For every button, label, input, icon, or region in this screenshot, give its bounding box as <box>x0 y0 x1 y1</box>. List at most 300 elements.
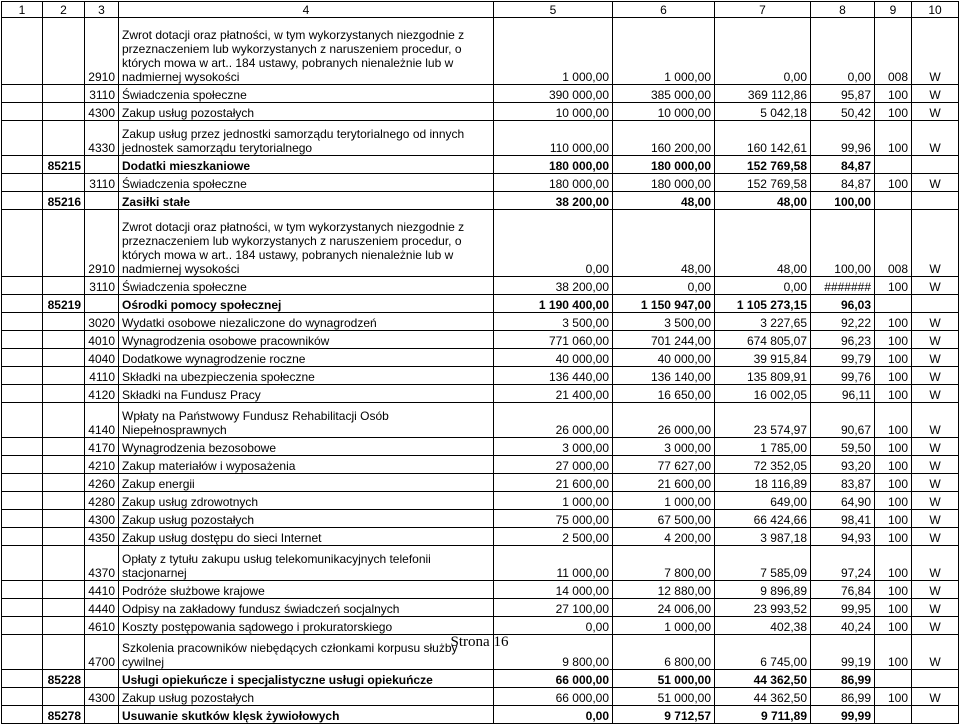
cell-tresc: Usługi opiekuńcze i specjalistyczne usługi opiekuńcze <box>119 670 494 688</box>
cell-empty <box>2 688 43 706</box>
column-header: 2 <box>43 2 85 18</box>
cell-typ: W <box>912 492 959 510</box>
cell-paragraf: 4040 <box>85 349 119 367</box>
cell-typ: W <box>912 367 959 385</box>
cell-wykonanie: 3 227,65 <box>715 313 811 331</box>
cell-kod <box>875 670 912 688</box>
table-row <box>2 277 959 295</box>
cell-kod: 100 <box>875 85 912 103</box>
table-row <box>2 706 959 724</box>
column-header: 5 <box>494 2 613 18</box>
cell-typ: W <box>912 581 959 599</box>
cell-typ: W <box>912 510 959 528</box>
cell-plan-po-zmianach: 4 200,00 <box>613 528 715 546</box>
cell-procent: 94,93 <box>811 528 875 546</box>
cell-wykonanie: 1 785,00 <box>715 438 811 456</box>
cell-rozdzial <box>43 103 85 121</box>
cell-paragraf: 3110 <box>85 85 119 103</box>
cell-kod: 100 <box>875 456 912 474</box>
cell-plan-po-zmianach: 1 150 947,00 <box>613 295 715 313</box>
cell-rozdzial <box>43 385 85 403</box>
column-header: 10 <box>912 2 959 18</box>
cell-plan-po-zmianach: 48,00 <box>613 192 715 210</box>
cell-tresc: Świadczenia społeczne <box>119 85 494 103</box>
cell-plan: 27 100,00 <box>494 599 613 617</box>
cell-typ: W <box>912 546 959 581</box>
cell-plan-po-zmianach: 9 712,57 <box>613 706 715 724</box>
cell-tresc: Zwrot dotacji oraz płatności, w tym wykorzystanych niezgodnie z przeznaczeniem lub wykorzystanych z naruszeniem procedur, o których mowa w art.. 184 ustawy, pobranych nienależnie lub w nadmiernej wysokości <box>119 18 494 85</box>
cell-tresc: Składki na Fundusz Pracy <box>119 385 494 403</box>
table-row <box>2 121 959 156</box>
cell-tresc: Dodatki mieszkaniowe <box>119 156 494 174</box>
cell-procent: 50,42 <box>811 103 875 121</box>
cell-rozdzial: 85278 <box>43 706 85 724</box>
page-number: Strona 16 <box>450 634 509 650</box>
cell-empty <box>2 581 43 599</box>
cell-kod: 100 <box>875 599 912 617</box>
cell-empty <box>2 18 43 85</box>
cell-wykonanie: 7 585,09 <box>715 546 811 581</box>
cell-kod: 100 <box>875 492 912 510</box>
cell-procent: 96,11 <box>811 385 875 403</box>
cell-rozdzial <box>43 617 85 635</box>
cell-wykonanie: 402,38 <box>715 617 811 635</box>
cell-paragraf: 4300 <box>85 103 119 121</box>
cell-wykonanie: 135 809,91 <box>715 367 811 385</box>
cell-plan: 75 000,00 <box>494 510 613 528</box>
cell-paragraf: 4350 <box>85 528 119 546</box>
cell-procent: 76,84 <box>811 581 875 599</box>
cell-plan: 1 000,00 <box>494 492 613 510</box>
cell-paragraf: 4260 <box>85 474 119 492</box>
cell-typ: W <box>912 85 959 103</box>
cell-tresc: Zakup usług dostępu do sieci Internet <box>119 528 494 546</box>
cell-paragraf: 4610 <box>85 617 119 635</box>
cell-kod: 100 <box>875 313 912 331</box>
table-row <box>2 438 959 456</box>
cell-kod: 100 <box>875 617 912 635</box>
cell-rozdzial: 85219 <box>43 295 85 313</box>
cell-typ: W <box>912 528 959 546</box>
cell-rozdzial <box>43 492 85 510</box>
cell-empty <box>2 438 43 456</box>
cell-wykonanie: 5 042,18 <box>715 103 811 121</box>
cell-empty <box>2 331 43 349</box>
cell-paragraf: 4370 <box>85 546 119 581</box>
cell-paragraf: 2910 <box>85 210 119 277</box>
cell-empty <box>2 670 43 688</box>
table-row <box>2 367 959 385</box>
cell-typ: W <box>912 438 959 456</box>
cell-plan-po-zmianach: 180 000,00 <box>613 174 715 192</box>
cell-paragraf <box>85 670 119 688</box>
column-header: 3 <box>85 2 119 18</box>
cell-paragraf: 4440 <box>85 599 119 617</box>
cell-tresc: Wydatki osobowe niezaliczone do wynagrodzeń <box>119 313 494 331</box>
cell-empty <box>2 456 43 474</box>
cell-empty <box>2 546 43 581</box>
cell-procent: 96,23 <box>811 331 875 349</box>
cell-typ <box>912 706 959 724</box>
cell-paragraf: 4280 <box>85 492 119 510</box>
table-row <box>2 85 959 103</box>
cell-procent: 93,20 <box>811 456 875 474</box>
cell-tresc: Odpisy na zakładowy fundusz świadczeń socjalnych <box>119 599 494 617</box>
cell-plan: 110 000,00 <box>494 121 613 156</box>
table-row <box>2 385 959 403</box>
cell-plan: 66 000,00 <box>494 670 613 688</box>
cell-procent: 92,22 <box>811 313 875 331</box>
cell-paragraf <box>85 295 119 313</box>
cell-tresc: Wynagrodzenia osobowe pracowników <box>119 331 494 349</box>
cell-paragraf: 4210 <box>85 456 119 474</box>
cell-rozdzial <box>43 331 85 349</box>
column-header: 4 <box>119 2 494 18</box>
cell-empty <box>2 295 43 313</box>
cell-plan: 136 440,00 <box>494 367 613 385</box>
cell-plan: 21 600,00 <box>494 474 613 492</box>
cell-kod: 100 <box>875 121 912 156</box>
cell-rozdzial <box>43 688 85 706</box>
cell-procent: 59,50 <box>811 438 875 456</box>
cell-wykonanie: 18 116,89 <box>715 474 811 492</box>
column-header: 9 <box>875 2 912 18</box>
cell-wykonanie: 9 711,89 <box>715 706 811 724</box>
cell-tresc: Szkolenia pracowników niebędących członkami korpusu służby cywilnej <box>119 635 494 670</box>
cell-tresc: Dodatkowe wynagrodzenie roczne <box>119 349 494 367</box>
cell-typ <box>912 192 959 210</box>
cell-typ: W <box>912 474 959 492</box>
cell-paragraf: 4300 <box>85 688 119 706</box>
cell-plan: 2 500,00 <box>494 528 613 546</box>
table-row <box>2 174 959 192</box>
cell-procent: 64,90 <box>811 492 875 510</box>
cell-rozdzial <box>43 403 85 438</box>
cell-typ: W <box>912 103 959 121</box>
cell-procent: 100,00 <box>811 210 875 277</box>
cell-plan-po-zmianach: 21 600,00 <box>613 474 715 492</box>
cell-paragraf <box>85 706 119 724</box>
cell-procent: 95,87 <box>811 85 875 103</box>
cell-paragraf: 4170 <box>85 438 119 456</box>
cell-empty <box>2 706 43 724</box>
cell-paragraf: 3110 <box>85 174 119 192</box>
cell-wykonanie: 9 896,89 <box>715 581 811 599</box>
cell-paragraf: 4330 <box>85 121 119 156</box>
cell-empty <box>2 210 43 277</box>
column-header: 6 <box>613 2 715 18</box>
cell-kod: 100 <box>875 277 912 295</box>
cell-kod: 100 <box>875 331 912 349</box>
cell-plan-po-zmianach: 10 000,00 <box>613 103 715 121</box>
cell-plan: 0,00 <box>494 706 613 724</box>
cell-empty <box>2 474 43 492</box>
cell-procent: 84,87 <box>811 174 875 192</box>
cell-plan: 390 000,00 <box>494 85 613 103</box>
cell-tresc: Opłaty z tytułu zakupu usług telekomunikacyjnych telefonii stacjonarnej <box>119 546 494 581</box>
cell-wykonanie: 23 574,97 <box>715 403 811 438</box>
cell-rozdzial <box>43 438 85 456</box>
cell-typ: W <box>912 121 959 156</box>
cell-kod: 100 <box>875 635 912 670</box>
column-header: 8 <box>811 2 875 18</box>
cell-tresc: Zakup usług zdrowotnych <box>119 492 494 510</box>
cell-plan-po-zmianach: 3 000,00 <box>613 438 715 456</box>
cell-paragraf: 2910 <box>85 18 119 85</box>
cell-wykonanie: 1 105 273,15 <box>715 295 811 313</box>
cell-plan-po-zmianach: 160 200,00 <box>613 121 715 156</box>
table-row <box>2 313 959 331</box>
cell-paragraf: 4120 <box>85 385 119 403</box>
cell-paragraf: 3110 <box>85 277 119 295</box>
cell-typ: W <box>912 277 959 295</box>
table-row <box>2 528 959 546</box>
cell-kod: 100 <box>875 174 912 192</box>
cell-empty <box>2 313 43 331</box>
cell-empty <box>2 385 43 403</box>
cell-kod: 100 <box>875 349 912 367</box>
cell-plan-po-zmianach: 40 000,00 <box>613 349 715 367</box>
cell-wykonanie: 23 993,52 <box>715 599 811 617</box>
cell-plan-po-zmianach: 1 000,00 <box>613 18 715 85</box>
cell-typ: W <box>912 210 959 277</box>
table-row <box>2 295 959 313</box>
cell-plan: 26 000,00 <box>494 403 613 438</box>
cell-tresc: Zakup usług pozostałych <box>119 510 494 528</box>
cell-typ: W <box>912 18 959 85</box>
cell-procent: 100,00 <box>811 192 875 210</box>
cell-rozdzial <box>43 599 85 617</box>
cell-typ <box>912 295 959 313</box>
cell-kod: 100 <box>875 510 912 528</box>
cell-plan: 3 500,00 <box>494 313 613 331</box>
cell-wykonanie: 152 769,58 <box>715 174 811 192</box>
cell-procent: 86,99 <box>811 688 875 706</box>
column-header: 7 <box>715 2 811 18</box>
cell-typ: W <box>912 385 959 403</box>
cell-plan-po-zmianach: 51 000,00 <box>613 688 715 706</box>
cell-tresc: Koszty postępowania sądowego i prokuratorskiego <box>119 617 494 635</box>
cell-empty <box>2 121 43 156</box>
cell-tresc: Składki na ubezpieczenia społeczne <box>119 367 494 385</box>
cell-plan: 66 000,00 <box>494 688 613 706</box>
cell-typ: W <box>912 313 959 331</box>
cell-plan: 14 000,00 <box>494 581 613 599</box>
cell-kod: 100 <box>875 546 912 581</box>
cell-tresc: Zakup usług pozostałych <box>119 103 494 121</box>
cell-plan-po-zmianach: 77 627,00 <box>613 456 715 474</box>
table-row <box>2 18 959 85</box>
cell-rozdzial <box>43 85 85 103</box>
cell-typ: W <box>912 617 959 635</box>
cell-empty <box>2 492 43 510</box>
cell-empty <box>2 156 43 174</box>
cell-typ: W <box>912 174 959 192</box>
cell-kod <box>875 192 912 210</box>
cell-plan: 1 190 400,00 <box>494 295 613 313</box>
cell-wykonanie: 44 362,50 <box>715 688 811 706</box>
cell-plan-po-zmianach: 24 006,00 <box>613 599 715 617</box>
cell-wykonanie: 48,00 <box>715 192 811 210</box>
cell-rozdzial <box>43 474 85 492</box>
cell-wykonanie: 160 142,61 <box>715 121 811 156</box>
cell-kod <box>875 706 912 724</box>
cell-plan: 3 000,00 <box>494 438 613 456</box>
cell-kod: 100 <box>875 403 912 438</box>
cell-tresc: Świadczenia społeczne <box>119 277 494 295</box>
cell-plan-po-zmianach: 385 000,00 <box>613 85 715 103</box>
cell-empty <box>2 528 43 546</box>
cell-plan-po-zmianach: 7 800,00 <box>613 546 715 581</box>
cell-typ <box>912 156 959 174</box>
table-row <box>2 210 959 277</box>
cell-plan-po-zmianach: 6 800,00 <box>613 635 715 670</box>
cell-kod: 100 <box>875 385 912 403</box>
cell-kod: 100 <box>875 367 912 385</box>
cell-plan-po-zmianach: 12 880,00 <box>613 581 715 599</box>
cell-rozdzial <box>43 528 85 546</box>
table-row <box>2 103 959 121</box>
cell-wykonanie: 3 987,18 <box>715 528 811 546</box>
cell-empty <box>2 277 43 295</box>
table-row <box>2 688 959 706</box>
cell-rozdzial <box>43 456 85 474</box>
cell-wykonanie: 16 002,05 <box>715 385 811 403</box>
cell-plan-po-zmianach: 26 000,00 <box>613 403 715 438</box>
cell-procent: 99,76 <box>811 367 875 385</box>
cell-rozdzial <box>43 174 85 192</box>
cell-rozdzial: 85215 <box>43 156 85 174</box>
cell-plan: 771 060,00 <box>494 331 613 349</box>
cell-procent: 83,87 <box>811 474 875 492</box>
cell-procent: 97,24 <box>811 546 875 581</box>
cell-paragraf: 4300 <box>85 510 119 528</box>
cell-wykonanie: 44 362,50 <box>715 670 811 688</box>
cell-kod: 100 <box>875 581 912 599</box>
cell-empty <box>2 599 43 617</box>
cell-paragraf <box>85 156 119 174</box>
cell-plan-po-zmianach: 51 000,00 <box>613 670 715 688</box>
table-row <box>2 331 959 349</box>
table-row <box>2 349 959 367</box>
cell-plan-po-zmianach: 0,00 <box>613 277 715 295</box>
cell-rozdzial <box>43 18 85 85</box>
cell-plan-po-zmianach: 67 500,00 <box>613 510 715 528</box>
cell-plan: 10 000,00 <box>494 103 613 121</box>
cell-paragraf: 4700 <box>85 635 119 670</box>
cell-wykonanie: 152 769,58 <box>715 156 811 174</box>
table-row <box>2 156 959 174</box>
table-row <box>2 510 959 528</box>
cell-empty <box>2 349 43 367</box>
cell-tresc: Podróże służbowe krajowe <box>119 581 494 599</box>
cell-tresc: Zasiłki stałe <box>119 192 494 210</box>
cell-rozdzial <box>43 510 85 528</box>
cell-typ: W <box>912 456 959 474</box>
cell-kod <box>875 295 912 313</box>
cell-tresc: Usuwanie skutków klęsk żywiołowych <box>119 706 494 724</box>
cell-plan-po-zmianach: 1 000,00 <box>613 617 715 635</box>
cell-typ: W <box>912 635 959 670</box>
cell-plan: 180 000,00 <box>494 156 613 174</box>
cell-plan: 38 200,00 <box>494 192 613 210</box>
cell-plan-po-zmianach: 701 244,00 <box>613 331 715 349</box>
cell-plan-po-zmianach: 136 140,00 <box>613 367 715 385</box>
cell-plan: 0,00 <box>494 617 613 635</box>
table-row <box>2 456 959 474</box>
cell-plan: 1 000,00 <box>494 18 613 85</box>
cell-rozdzial <box>43 581 85 599</box>
cell-wykonanie: 39 915,84 <box>715 349 811 367</box>
cell-rozdzial <box>43 313 85 331</box>
cell-plan-po-zmianach: 48,00 <box>613 210 715 277</box>
cell-kod <box>875 156 912 174</box>
cell-paragraf: 4010 <box>85 331 119 349</box>
cell-rozdzial <box>43 546 85 581</box>
cell-typ: W <box>912 599 959 617</box>
table-row <box>2 192 959 210</box>
cell-rozdzial <box>43 367 85 385</box>
cell-kod: 100 <box>875 528 912 546</box>
cell-empty <box>2 85 43 103</box>
cell-tresc: Wynagrodzenia bezosobowe <box>119 438 494 456</box>
cell-wykonanie: 649,00 <box>715 492 811 510</box>
cell-paragraf: 3020 <box>85 313 119 331</box>
cell-plan: 180 000,00 <box>494 174 613 192</box>
cell-plan: 0,00 <box>494 210 613 277</box>
cell-rozdzial <box>43 121 85 156</box>
table-row <box>2 546 959 581</box>
cell-wykonanie: 72 352,05 <box>715 456 811 474</box>
cell-tresc: Zakup usług pozostałych <box>119 688 494 706</box>
cell-plan: 40 000,00 <box>494 349 613 367</box>
cell-plan-po-zmianach: 3 500,00 <box>613 313 715 331</box>
cell-wykonanie: 369 112,86 <box>715 85 811 103</box>
table-row <box>2 581 959 599</box>
cell-plan: 21 400,00 <box>494 385 613 403</box>
cell-procent: 99,95 <box>811 599 875 617</box>
cell-procent: 40,24 <box>811 617 875 635</box>
cell-typ: W <box>912 688 959 706</box>
cell-procent: 98,41 <box>811 510 875 528</box>
header-row <box>2 2 959 18</box>
cell-paragraf: 4140 <box>85 403 119 438</box>
cell-procent: 96,03 <box>811 295 875 313</box>
cell-procent: 99,99 <box>811 706 875 724</box>
cell-paragraf: 4410 <box>85 581 119 599</box>
table-row <box>2 474 959 492</box>
cell-procent: 86,99 <box>811 670 875 688</box>
cell-empty <box>2 103 43 121</box>
cell-typ: W <box>912 331 959 349</box>
cell-typ: W <box>912 403 959 438</box>
cell-rozdzial: 85228 <box>43 670 85 688</box>
cell-wykonanie: 674 805,07 <box>715 331 811 349</box>
cell-wykonanie: 0,00 <box>715 277 811 295</box>
cell-empty <box>2 510 43 528</box>
cell-tresc: Wpłaty na Państwowy Fundusz Rehabilitacji Osób Niepełnosprawnych <box>119 403 494 438</box>
cell-kod: 008 <box>875 210 912 277</box>
cell-empty <box>2 403 43 438</box>
cell-kod: 008 <box>875 18 912 85</box>
table-row <box>2 670 959 688</box>
cell-wykonanie: 0,00 <box>715 18 811 85</box>
cell-procent: 90,67 <box>811 403 875 438</box>
cell-tresc: Ośrodki pomocy społecznej <box>119 295 494 313</box>
cell-tresc: Zakup usług przez jednostki samorządu terytorialnego od innych jednostek samorządu terytorialnego <box>119 121 494 156</box>
cell-tresc: Zwrot dotacji oraz płatności, w tym wykorzystanych niezgodnie z przeznaczeniem lub wykorzystanych z naruszeniem procedur, o których mowa w art.. 184 ustawy, pobranych nienależnie lub w nadmiernej wysokości <box>119 210 494 277</box>
cell-kod: 100 <box>875 438 912 456</box>
